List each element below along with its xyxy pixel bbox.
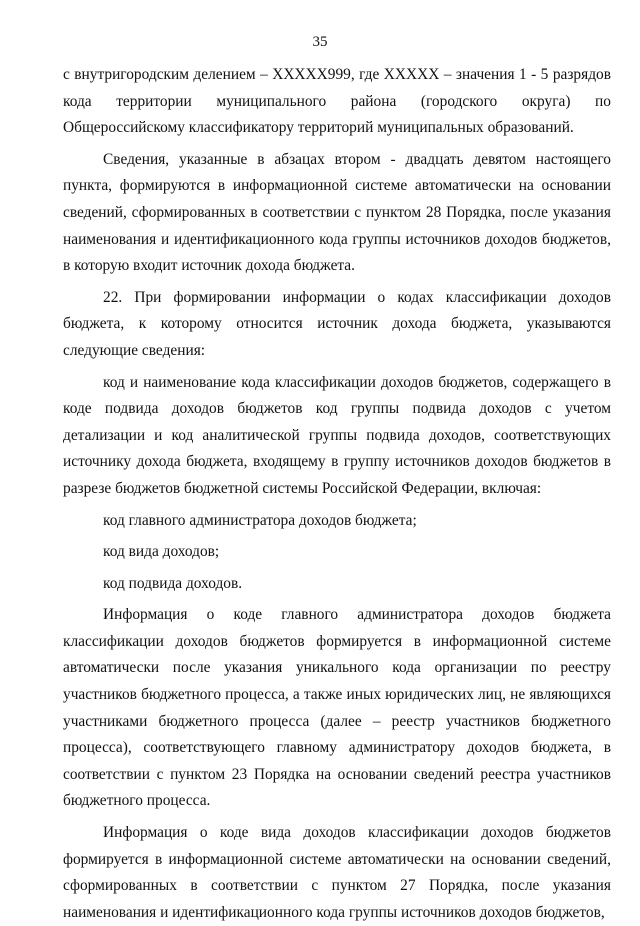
list-item: код вида доходов; (103, 543, 220, 561)
paragraph-continuation: с внутригородским делением – XXXXX999, где XXXXX – значения 1 - 5 разрядов кода территории муниципального района (городского округа) по Общероссийскому классификатору территорий муниципальных образований. (63, 66, 611, 137)
document-body (63, 62, 611, 926)
paragraph: код и наименование кода классификации доходов бюджетов, содержащего в коде подвида доходов бюджетов код группы подвида доходов с учетом детализации и код аналитической группы подвида доходов, соответствующих источнику дохода бюджета, входящему в группу источников доходов бюджетов в разрезе бюджетов бюджетной системы Российской Федерации, включая: (63, 373, 611, 497)
paragraph: Сведения, указанные в абзацах втором - двадцать девятом настоящего пункта, формируются в информационной системе автоматически на основании сведений, сформированных в соответствии с пунктом 28 Порядка, после указания наименования и идентификационного кода группы источников доходов бюджетов, в которую входит источник дохода бюджета. (63, 150, 611, 275)
paragraph: Информация о коде главного администратора доходов бюджета классификации доходов бюджетов формируется в информационной системе автоматически после указания уникального кода организации по реестру участников бюджетного процесса, а также иных юридических лиц, не являющихся участниками бюджетного процесса (далее – реестр участников бюджетного процесса), соответствующего главному администратору доходов бюджета, в соответствии с пунктом 23 Порядка на основании сведений реестра участников бюджетного процесса. (63, 606, 611, 810)
page-number: 35 (312, 34, 328, 50)
list-item: код подвида доходов. (103, 574, 243, 592)
paragraph-clause-22: 22. При формировании информации о кодах классификации доходов бюджета, к которому относится источник дохода бюджета, указываются следующие сведения: (63, 288, 611, 359)
list-item: код главного администратора доходов бюджета; (103, 511, 417, 529)
paragraph: Информация о коде вида доходов классификации доходов бюджетов формируется в информационной системе автоматически на основании сведений, сформированных в соответствии с пунктом 27 Порядка, после указания наименования и идентификационного кода группы источников доходов бюджетов, (63, 824, 611, 921)
